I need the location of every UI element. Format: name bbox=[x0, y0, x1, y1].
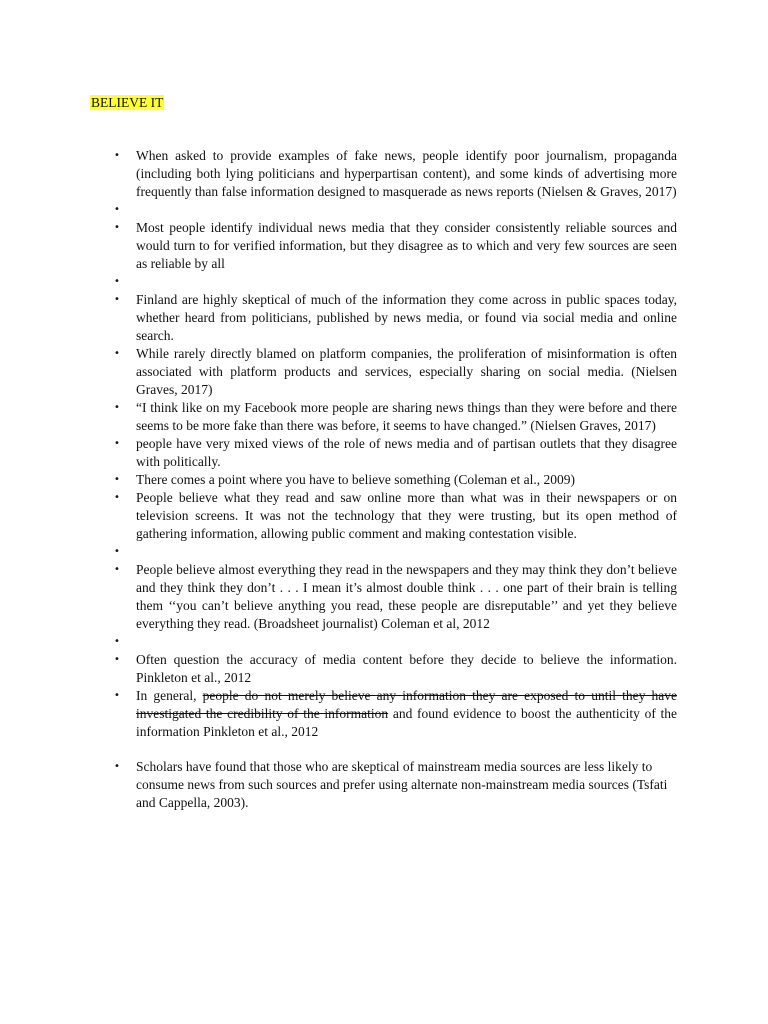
bullet-item: • Scholars have found that those who are skeptical of mainstream media sources are less likely to consume news from such sources and prefer using alternate non-mainstream media sources (Tsfati and Cappella, 2003). bbox=[136, 758, 677, 812]
bullet-item-with-strikethrough bbox=[136, 687, 677, 741]
empty-bullet bbox=[136, 273, 677, 291]
heading bbox=[90, 94, 164, 111]
bullet-suffix: and found evidence to boost the authenticity of the information Pinkleton et al., 2012 bbox=[136, 706, 678, 739]
empty-bullet bbox=[136, 633, 677, 651]
bullet-item: • There comes a point where you have to believe something (Coleman et al., 2009) bbox=[136, 471, 677, 489]
bullet-list bbox=[0, 147, 768, 812]
empty-bullet bbox=[136, 543, 677, 561]
bullet-item: • “I think like on my Facebook more people are sharing news things than they were before and there seems to be more fake than there was before, it seems to have changed.” (Nielsen Graves, 2017) bbox=[136, 399, 677, 435]
bullet-item: • People believe almost everything they read in the newspapers and they may think they don’t believe and they think they don’t . . . I mean it’s almost double think . . . one part of their brain is telling them ‘‘you can’t believe anything you read, these people are disreputable’’ and yet they believe everything they read. (Broadsheet journalist) Coleman et al, 2012 bbox=[136, 561, 677, 633]
bullet-item: • People believe what they read and saw online more than what was in their newspapers or on television screens. It was not the technology that they were trusting, but its open method of gathering information, allowing public comment and making contestation visible. bbox=[136, 489, 677, 543]
bullet-item: • people have very mixed views of the role of news media and of partisan outlets that they disagree with politically. bbox=[136, 435, 677, 471]
bullet-item: • Often question the accuracy of media content before they decide to believe the information. Pinkleton et al., 2012 bbox=[136, 651, 677, 687]
heading-text: BELIEVE IT bbox=[91, 95, 164, 110]
bullet-item: • Finland are highly skeptical of much of the information they come across in public spaces today, whether heard from politicians, published by news media, or found via social media and online search. bbox=[136, 291, 677, 345]
bullet-item: • While rarely directly blamed on platform companies, the proliferation of misinformation is often associated with platform products and services, especially sharing on social media. (Nielsen Graves, 2017) bbox=[136, 345, 677, 399]
bullet-item: • When asked to provide examples of fake news, people identify poor journalism, propaganda (including both lying politicians and hyperpartisan content), and some kinds of advertising more frequently than false information designed to masquerade as news reports (Nielsen & Graves, 2017) bbox=[136, 147, 677, 201]
empty-bullet bbox=[136, 201, 677, 219]
struck-text: people do not merely believe any information they are exposed to until they have investigated the credibility of the information bbox=[136, 688, 677, 721]
bullet-prefix: In general, bbox=[136, 688, 203, 703]
bullet-item: • Most people identify individual news media that they consider consistently reliable sources and would turn to for verified information, but they disagree as to which and very few sources are seen as reliable by all bbox=[136, 219, 677, 273]
